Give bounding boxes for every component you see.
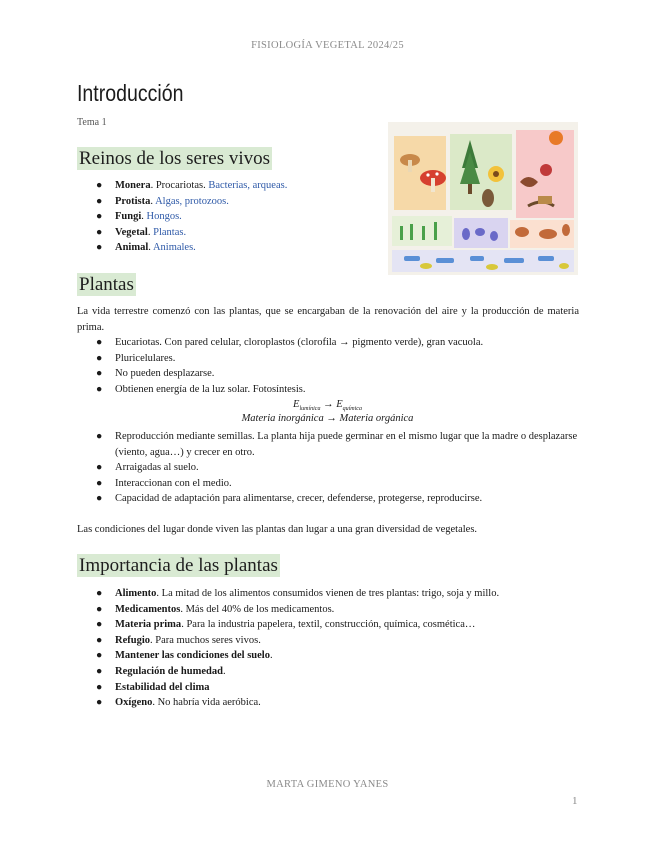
page-number: 1 — [572, 795, 578, 807]
list-item: ● Monera. Procariotas. Bacterias, arqueas. — [96, 180, 288, 191]
heading-reinos: Reinos de los seres vivos — [79, 148, 271, 169]
matter-equation: Materia inorgánica → Materia orgánica — [241, 413, 414, 424]
list-item: ● Animal. Animales. — [96, 242, 196, 254]
list-item: ● Capacidad de adaptación para alimentarse, crecer, defenderse, protegerse, reproducirse. — [96, 493, 483, 505]
list-item: ● Regulación de humedad. — [96, 665, 226, 677]
list-item: ● Alimento. La mitad de los alimentos consumidos vienen de tres plantas: trigo, soja y millo. — [96, 588, 500, 599]
list-item: ● No pueden desplazarse. — [96, 368, 215, 380]
plantas-closing: Las condiciones del lugar donde viven las plantas dan lugar a una gran diversidad de vegetales. — [77, 524, 478, 535]
list-item: ● Materia prima. Para la industria papelera, textil, construcción, química, cosmética… — [96, 619, 476, 631]
heading-importancia: Importancia de las plantas — [79, 555, 278, 576]
list-item: ● Fungi. Hongos. — [96, 211, 182, 223]
list-item: ● Mantener las condiciones del suelo. — [96, 650, 273, 662]
list-item: ● Reproducción mediante semillas. La planta hija puede germinar en el mismo lugar que la madre o desplazarse (viento, agua…) y crecer en otro. — [96, 431, 578, 458]
list-item: ● Refugio. Para muchos seres vivos. — [96, 634, 261, 646]
list-item: ● Oxígeno. No habría vida aeróbica. — [96, 697, 261, 709]
kingdoms-illustration — [388, 122, 578, 275]
list-item: ● Vegetal. Plantas. — [96, 226, 187, 238]
list-item: ● Protista. Algas, protozoos. — [96, 195, 229, 207]
list-plantas-2 — [77, 429, 579, 507]
energy-equation: $E_{lumínica} \to E_{química}$ — [293, 399, 362, 413]
page-title: Introducción — [77, 80, 184, 106]
list-item: ● Interaccionan con el medio. — [96, 477, 232, 489]
running-footer: MARTA GIMENO YANES — [266, 779, 389, 790]
list-item: ● Medicamentos. Más del 40% de los medicamentos. — [96, 603, 335, 615]
list-reinos — [77, 178, 377, 256]
plantas-intro: La vida terrestre comenzó con las plantas, que se encargaban de la renovación del aire y la producción de materia prima. — [77, 306, 579, 333]
list-item: ● Estabilidad del clima — [96, 681, 210, 693]
list-item: ● Eucariotas. Con pared celular, cloroplastos (clorofila → pigmento verde), gran vacuola. — [96, 337, 484, 348]
list-importancia — [77, 586, 579, 711]
subtitle: Tema 1 — [77, 117, 107, 128]
heading-plantas: Plantas — [79, 274, 134, 295]
running-header: FISIOLOGÍA VEGETAL 2024/25 — [251, 40, 404, 51]
list-item: ● Pluricelulares. — [96, 352, 176, 364]
list-item: ● Obtienen energía de la luz solar. Fotosíntesis. — [96, 383, 306, 395]
list-item: ● Arraigadas al suelo. — [96, 462, 199, 474]
list-plantas-1 — [77, 335, 579, 397]
